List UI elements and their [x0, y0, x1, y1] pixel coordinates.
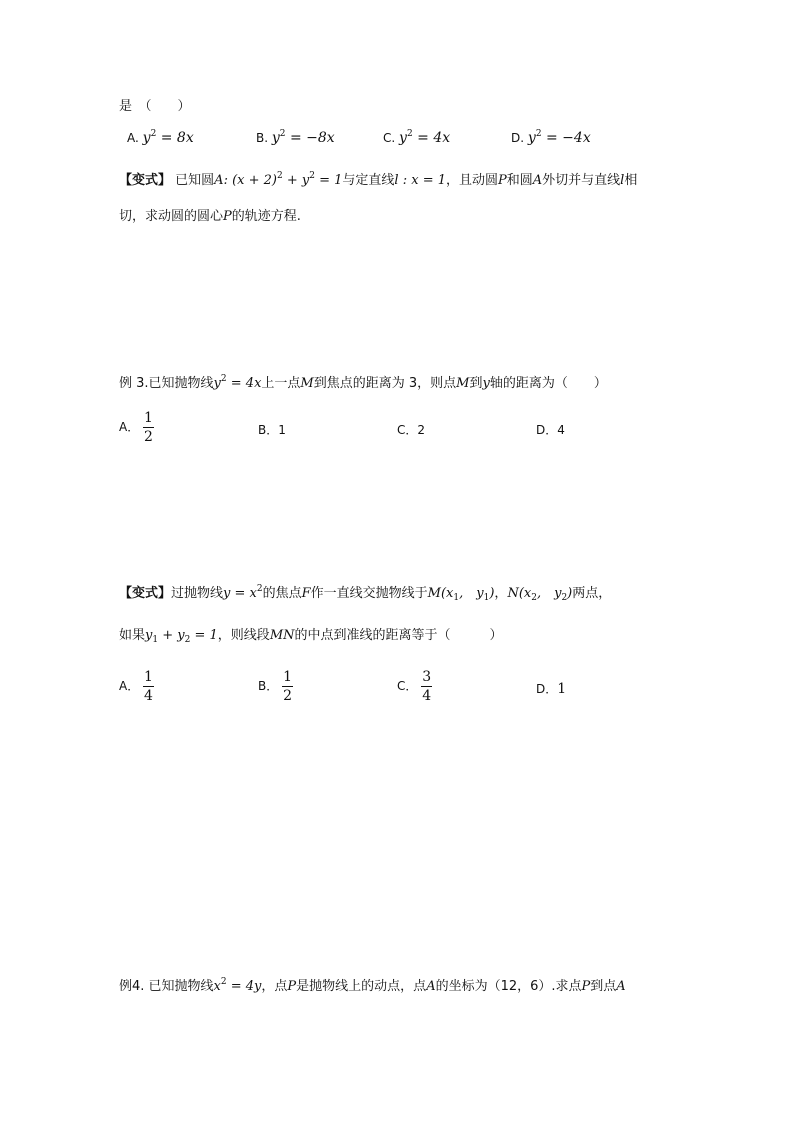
variant-tag: 【变式】: [119, 173, 172, 188]
variant1-line2: 切，求动圆的圆心P的轨迹方程.: [119, 209, 301, 224]
variant2-option-c: C． $\frac{3}{4}$: [397, 669, 432, 704]
fraction: $\frac{1}{4}$: [144, 669, 153, 704]
prev-option-d: D. $y^2 = -4x$: [511, 129, 591, 146]
example3-option-c: C．2: [397, 423, 426, 437]
variant2-option-b: B． $\frac{1}{2}$: [258, 669, 292, 704]
variant2-line2: 如果$y_1 + y_2 = 1$，则线段MN的中点到准线的距离等于（ ）: [119, 628, 503, 645]
variant-tag: 【变式】: [119, 586, 172, 601]
fraction: $\frac{1}{2}$: [144, 410, 153, 445]
prev-option-b: B. $y^2 = -8x$: [256, 129, 335, 146]
variant2-option-d: D．1: [536, 681, 567, 697]
prev-option-a: A. $y^2 = 8x$: [127, 129, 194, 146]
example4-stem: 例4. 已知抛物线$x^2 = 4y$，点P是抛物线上的动点，点A的坐标为（12，6）.求点P到点A: [119, 977, 626, 994]
fraction: $\frac{3}{4}$: [422, 669, 432, 704]
variant2-line1: 【变式】过抛物线$y = x^2$的焦点F作一直线交抛物线于$M(x_1$, $y_1$)，$N(x_2$, $y_2$)两点，: [119, 584, 612, 603]
fraction: $\frac{1}{2}$: [283, 669, 292, 704]
prev-option-c: C. $y^2 = 4x$: [383, 129, 451, 146]
variant2-option-a: A． $\frac{1}{4}$: [119, 669, 153, 704]
variant1-line1: 【变式】 已知圆A: $(x + 2)^2 + y^2 = 1$与定直线l : x = 1，且动圆P和圆A外切并与直线l相: [119, 171, 638, 188]
example3-stem: 例 3.已知抛物线$y^2 = 4x$上一点M到焦点的距离为 3，则点M到y轴的距离为（ ）: [119, 374, 607, 391]
example3-option-a: A． $\frac{1}{2}$: [119, 410, 153, 445]
prev-question-tail: 是 （ ）: [119, 99, 191, 114]
example3-option-d: D．4: [536, 423, 565, 437]
example3-option-b: B．1: [258, 423, 286, 437]
